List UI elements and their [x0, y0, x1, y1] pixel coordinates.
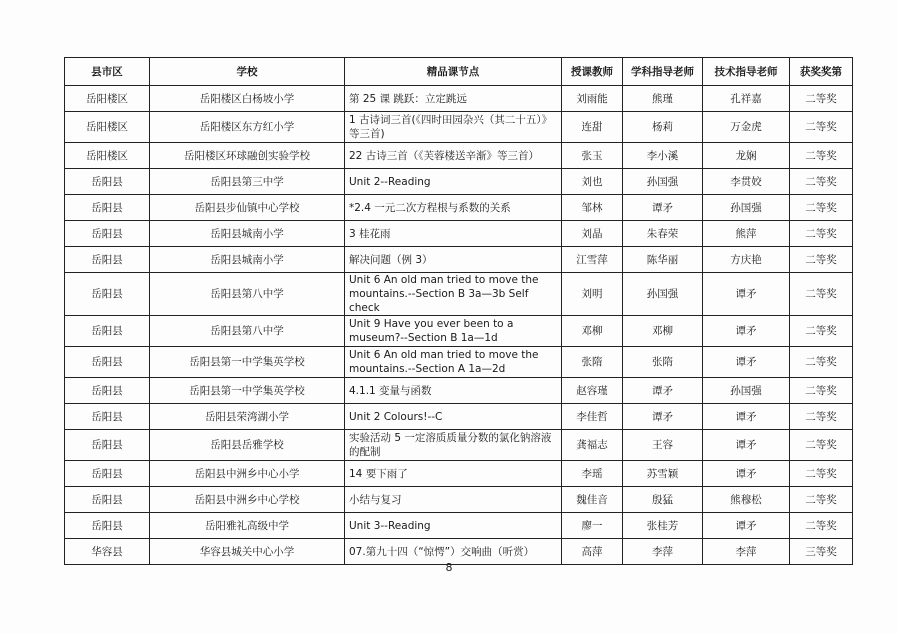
- tech-mentor-cell: 方庆艳: [703, 247, 790, 273]
- lesson-cell: 实验活动 5 一定溶质质量分数的氯化钠溶液的配制: [345, 430, 562, 461]
- county-cell: 岳阳县: [65, 378, 150, 404]
- award-cell: 三等奖: [790, 539, 853, 565]
- table-row: [65, 430, 853, 461]
- school-cell: 岳阳县第一中学集英学校: [150, 378, 345, 404]
- award-cell: 二等奖: [790, 112, 853, 143]
- school-cell: 岳阳县第八中学: [150, 273, 345, 316]
- subject-mentor-cell: 谭矛: [623, 404, 703, 430]
- teacher-cell: 刘也: [562, 169, 623, 195]
- subject-mentor-cell: 王容: [623, 430, 703, 461]
- subject-mentor-cell: 苏雪颖: [623, 461, 703, 487]
- county-cell: 岳阳县: [65, 487, 150, 513]
- subject-mentor-cell: 邓柳: [623, 316, 703, 347]
- header-award: 获奖奖第: [790, 58, 853, 86]
- table-row: [65, 112, 853, 143]
- tech-mentor-cell: 谭矛: [703, 404, 790, 430]
- award-cell: 二等奖: [790, 221, 853, 247]
- award-cell: 二等奖: [790, 347, 853, 378]
- teacher-cell: 刘晶: [562, 221, 623, 247]
- table-row: [65, 221, 853, 247]
- award-cell: 二等奖: [790, 430, 853, 461]
- subject-mentor-cell: 杨莉: [623, 112, 703, 143]
- teacher-cell: 刘明: [562, 273, 623, 316]
- school-cell: 岳阳县第三中学: [150, 169, 345, 195]
- subject-mentor-cell: 朱春荣: [623, 221, 703, 247]
- school-cell: 岳阳县中洲乡中心学校: [150, 487, 345, 513]
- school-cell: 岳阳县城南小学: [150, 247, 345, 273]
- subject-mentor-cell: 谭矛: [623, 378, 703, 404]
- teacher-cell: 赵容瑾: [562, 378, 623, 404]
- table-row: [65, 169, 853, 195]
- county-cell: 岳阳县: [65, 430, 150, 461]
- teacher-cell: 邹林: [562, 195, 623, 221]
- teacher-cell: 邓柳: [562, 316, 623, 347]
- teacher-cell: 龚福志: [562, 430, 623, 461]
- school-cell: 岳阳县步仙镇中心学校: [150, 195, 345, 221]
- teacher-cell: 张玉: [562, 143, 623, 169]
- table-row: [65, 378, 853, 404]
- teacher-cell: 张隋: [562, 347, 623, 378]
- county-cell: 岳阳县: [65, 461, 150, 487]
- header-tech-mentor: 技术指导老师: [703, 58, 790, 86]
- award-cell: 二等奖: [790, 404, 853, 430]
- school-cell: 岳阳楼区东方红小学: [150, 112, 345, 143]
- subject-mentor-cell: 李小溪: [623, 143, 703, 169]
- tech-mentor-cell: 谭矛: [703, 347, 790, 378]
- teacher-cell: 连甜: [562, 112, 623, 143]
- tech-mentor-cell: 万金虎: [703, 112, 790, 143]
- school-cell: 岳阳楼区环球融创实验学校: [150, 143, 345, 169]
- tech-mentor-cell: 谭矛: [703, 273, 790, 316]
- lesson-cell: 第 25 课 跳跃：立定跳远: [345, 86, 562, 112]
- teacher-cell: 廖一: [562, 513, 623, 539]
- tech-mentor-cell: 孙国强: [703, 378, 790, 404]
- subject-mentor-cell: 张桂芳: [623, 513, 703, 539]
- lesson-cell: Unit 3--Reading: [345, 513, 562, 539]
- county-cell: 岳阳县: [65, 221, 150, 247]
- lesson-cell: 4.1.1 变量与函数: [345, 378, 562, 404]
- table-row: [65, 247, 853, 273]
- tech-mentor-cell: 龙娴: [703, 143, 790, 169]
- lesson-cell: Unit 6 An old man tried to move the mountains.--Section B 3a—3b Self check: [345, 273, 562, 316]
- tech-mentor-cell: 熊穆松: [703, 487, 790, 513]
- tech-mentor-cell: 李贯姣: [703, 169, 790, 195]
- table-row: [65, 86, 853, 112]
- lesson-cell: 小结与复习: [345, 487, 562, 513]
- tech-mentor-cell: 谭矛: [703, 513, 790, 539]
- lesson-cell: 解决问题（例 3）: [345, 247, 562, 273]
- county-cell: 岳阳县: [65, 247, 150, 273]
- award-cell: 二等奖: [790, 513, 853, 539]
- table-row: [65, 487, 853, 513]
- table-row: [65, 195, 853, 221]
- county-cell: 岳阳县: [65, 195, 150, 221]
- lesson-cell: Unit 6 An old man tried to move the mountains.--Section A 1a—2d: [345, 347, 562, 378]
- table-header-row: [65, 58, 853, 86]
- award-cell: 二等奖: [790, 143, 853, 169]
- subject-mentor-cell: 陈华丽: [623, 247, 703, 273]
- subject-mentor-cell: 李萍: [623, 539, 703, 565]
- teacher-cell: 李瑶: [562, 461, 623, 487]
- county-cell: 岳阳楼区: [65, 112, 150, 143]
- teacher-cell: 刘雨能: [562, 86, 623, 112]
- awards-table: [64, 57, 853, 565]
- county-cell: 岳阳县: [65, 347, 150, 378]
- county-cell: 岳阳楼区: [65, 143, 150, 169]
- subject-mentor-cell: 孙国强: [623, 169, 703, 195]
- award-cell: 二等奖: [790, 316, 853, 347]
- table-row: [65, 404, 853, 430]
- lesson-cell: Unit 2 Colours!--C: [345, 404, 562, 430]
- table-row: [65, 316, 853, 347]
- award-cell: 二等奖: [790, 461, 853, 487]
- school-cell: 华容县城关中心小学: [150, 539, 345, 565]
- tech-mentor-cell: 谭矛: [703, 316, 790, 347]
- school-cell: 岳阳县第一中学集英学校: [150, 347, 345, 378]
- header-school: 学校: [150, 58, 345, 86]
- award-cell: 二等奖: [790, 86, 853, 112]
- county-cell: 岳阳楼区: [65, 86, 150, 112]
- tech-mentor-cell: 谭矛: [703, 430, 790, 461]
- subject-mentor-cell: 张隋: [623, 347, 703, 378]
- table-row: [65, 461, 853, 487]
- subject-mentor-cell: 孙国强: [623, 273, 703, 316]
- subject-mentor-cell: 熊瑾: [623, 86, 703, 112]
- lesson-cell: 14 要下雨了: [345, 461, 562, 487]
- county-cell: 岳阳县: [65, 404, 150, 430]
- teacher-cell: 魏佳音: [562, 487, 623, 513]
- page-number: 8: [445, 561, 453, 574]
- header-lesson: 精品课节点: [345, 58, 562, 86]
- county-cell: 岳阳县: [65, 273, 150, 316]
- header-teacher: 授课教师: [562, 58, 623, 86]
- school-cell: 岳阳县荣湾湖小学: [150, 404, 345, 430]
- county-cell: 华容县: [65, 539, 150, 565]
- award-cell: 二等奖: [790, 169, 853, 195]
- lesson-cell: Unit 9 Have you ever been to a museum?--Section B 1a—1d: [345, 316, 562, 347]
- table-row: [65, 143, 853, 169]
- header-subject-mentor: 学科指导老师: [623, 58, 703, 86]
- lesson-cell: 22 古诗三首（《芙蓉楼送辛渐》等三首）: [345, 143, 562, 169]
- county-cell: 岳阳县: [65, 513, 150, 539]
- award-cell: 二等奖: [790, 273, 853, 316]
- teacher-cell: 高萍: [562, 539, 623, 565]
- school-cell: 岳阳县岳雅学校: [150, 430, 345, 461]
- tech-mentor-cell: 李萍: [703, 539, 790, 565]
- county-cell: 岳阳县: [65, 169, 150, 195]
- award-cell: 二等奖: [790, 195, 853, 221]
- table-row: [65, 513, 853, 539]
- award-cell: 二等奖: [790, 247, 853, 273]
- subject-mentor-cell: 谭矛: [623, 195, 703, 221]
- teacher-cell: 李佳哲: [562, 404, 623, 430]
- header-county: 县市区: [65, 58, 150, 86]
- table-body: [65, 86, 853, 565]
- school-cell: 岳阳楼区白杨坡小学: [150, 86, 345, 112]
- award-cell: 二等奖: [790, 487, 853, 513]
- tech-mentor-cell: 谭矛: [703, 461, 790, 487]
- award-cell: 二等奖: [790, 378, 853, 404]
- table-row: [65, 273, 853, 316]
- school-cell: 岳阳县城南小学: [150, 221, 345, 247]
- lesson-cell: 3 桂花雨: [345, 221, 562, 247]
- lesson-cell: *2.4 一元二次方程根与系数的关系: [345, 195, 562, 221]
- teacher-cell: 江雪萍: [562, 247, 623, 273]
- tech-mentor-cell: 孔祥嘉: [703, 86, 790, 112]
- lesson-cell: 1 古诗词三首(《四时田园杂兴（其二十五）》等三首): [345, 112, 562, 143]
- school-cell: 岳阳雅礼高级中学: [150, 513, 345, 539]
- lesson-cell: 07.第九十四（“惊愕”）交响曲（听赏）: [345, 539, 562, 565]
- subject-mentor-cell: 殷猛: [623, 487, 703, 513]
- lesson-cell: Unit 2--Reading: [345, 169, 562, 195]
- school-cell: 岳阳县第八中学: [150, 316, 345, 347]
- county-cell: 岳阳县: [65, 316, 150, 347]
- table-row: [65, 347, 853, 378]
- tech-mentor-cell: 孙国强: [703, 195, 790, 221]
- tech-mentor-cell: 熊萍: [703, 221, 790, 247]
- school-cell: 岳阳县中洲乡中心小学: [150, 461, 345, 487]
